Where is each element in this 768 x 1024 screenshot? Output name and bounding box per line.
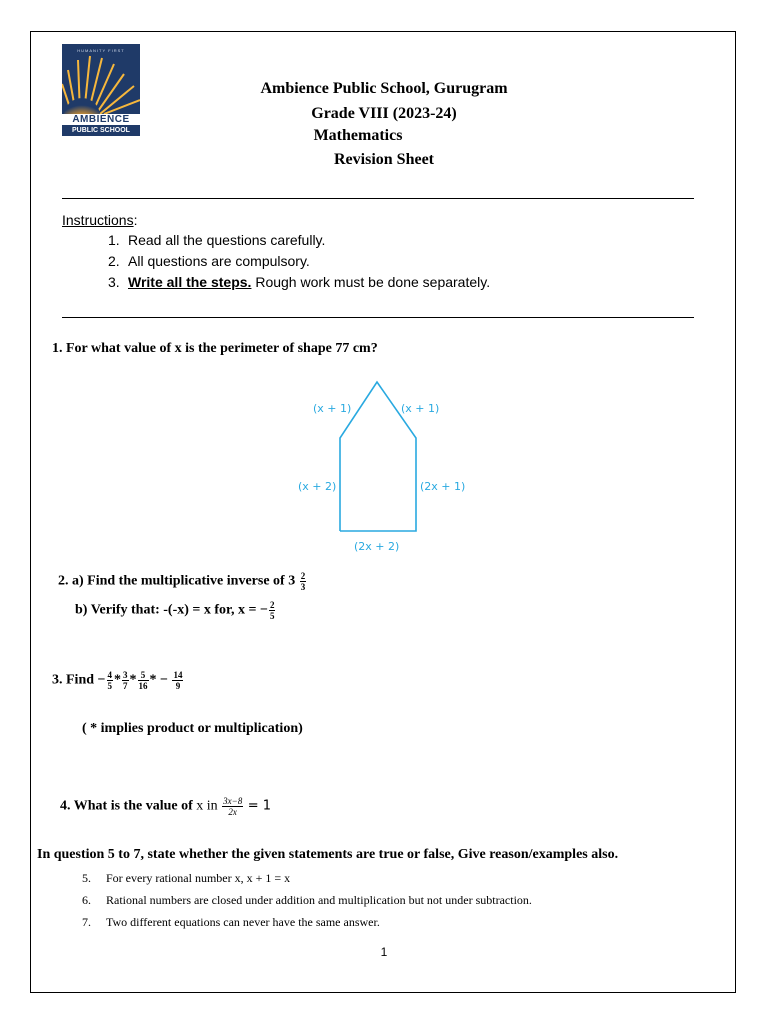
statement-item: 7. Two different equations can never have the same answer. <box>82 915 380 929</box>
question-3-note: ( * implies product or multiplication) <box>82 721 303 736</box>
page-number: 1 <box>380 945 388 959</box>
question-5-7-heading: In question 5 to 7, state whether the given statements are true or false, Give reason/examples also. <box>37 847 619 862</box>
label-left-side: (x + 2) <box>298 480 337 493</box>
instruction-item: 1. Read all the questions carefully. <box>108 232 326 248</box>
label-right-side: (2x + 1) <box>420 480 466 493</box>
statement-list <box>82 867 532 933</box>
question-3: 3. Find − $\frac{4}{5}$ * $\frac{3}{7}$ * $\frac{5}{16}$ * − $\frac{14}{9}$ <box>52 670 183 691</box>
sheet-title: Revision Sheet <box>334 151 434 168</box>
statement-item: 6. Rational numbers are closed under addition and multiplication but not under subtraction. <box>82 893 532 907</box>
sunburst-icon <box>62 44 140 114</box>
grade: Grade VIII (2023-24) <box>311 105 457 122</box>
school-name: Ambience Public School, Gurugram <box>260 80 508 97</box>
question-1: 1. For what value of x is the perimeter of shape 77 cm? <box>52 341 378 356</box>
instructions-divider <box>62 317 694 318</box>
label-left-roof: (x + 1) <box>313 402 352 415</box>
logo-subname: PUBLIC SCHOOL <box>72 127 130 134</box>
question-2a: 2. a) Find the multiplicative inverse of 3 $\frac{2}{3}$ <box>58 571 306 592</box>
instructions-title: Instructions <box>62 212 134 228</box>
instructions: Instructions: 1. Read all the questions carefully. 2. All questions are compulsory. 3. Write all the steps. Rough work must be done separately. <box>62 212 490 293</box>
statement-item: 5. For every rational number x, x + 1 = x <box>82 871 291 885</box>
label-right-roof: (x + 1) <box>401 402 440 415</box>
question-4: 4. What is the value of x in $\frac{3x-8}{2x}$ = 1 <box>60 796 272 817</box>
subject: Mathematics <box>313 127 403 144</box>
logo-motto: HUMANITY FIRST <box>77 48 125 53</box>
instruction-item: 2. All questions are compulsory. <box>108 253 310 269</box>
pentagon-shape-diagram <box>0 370 768 570</box>
label-base: (2x + 2) <box>354 540 400 553</box>
logo-name: AMBIENCE <box>62 114 140 125</box>
header-divider <box>62 198 694 199</box>
question-2b: b) Verify that: -(-x) = x for, x = − $\frac{2}{5}$ <box>75 600 275 621</box>
instruction-item: 3. Write all the steps. Rough work must be done separately. <box>108 274 491 290</box>
